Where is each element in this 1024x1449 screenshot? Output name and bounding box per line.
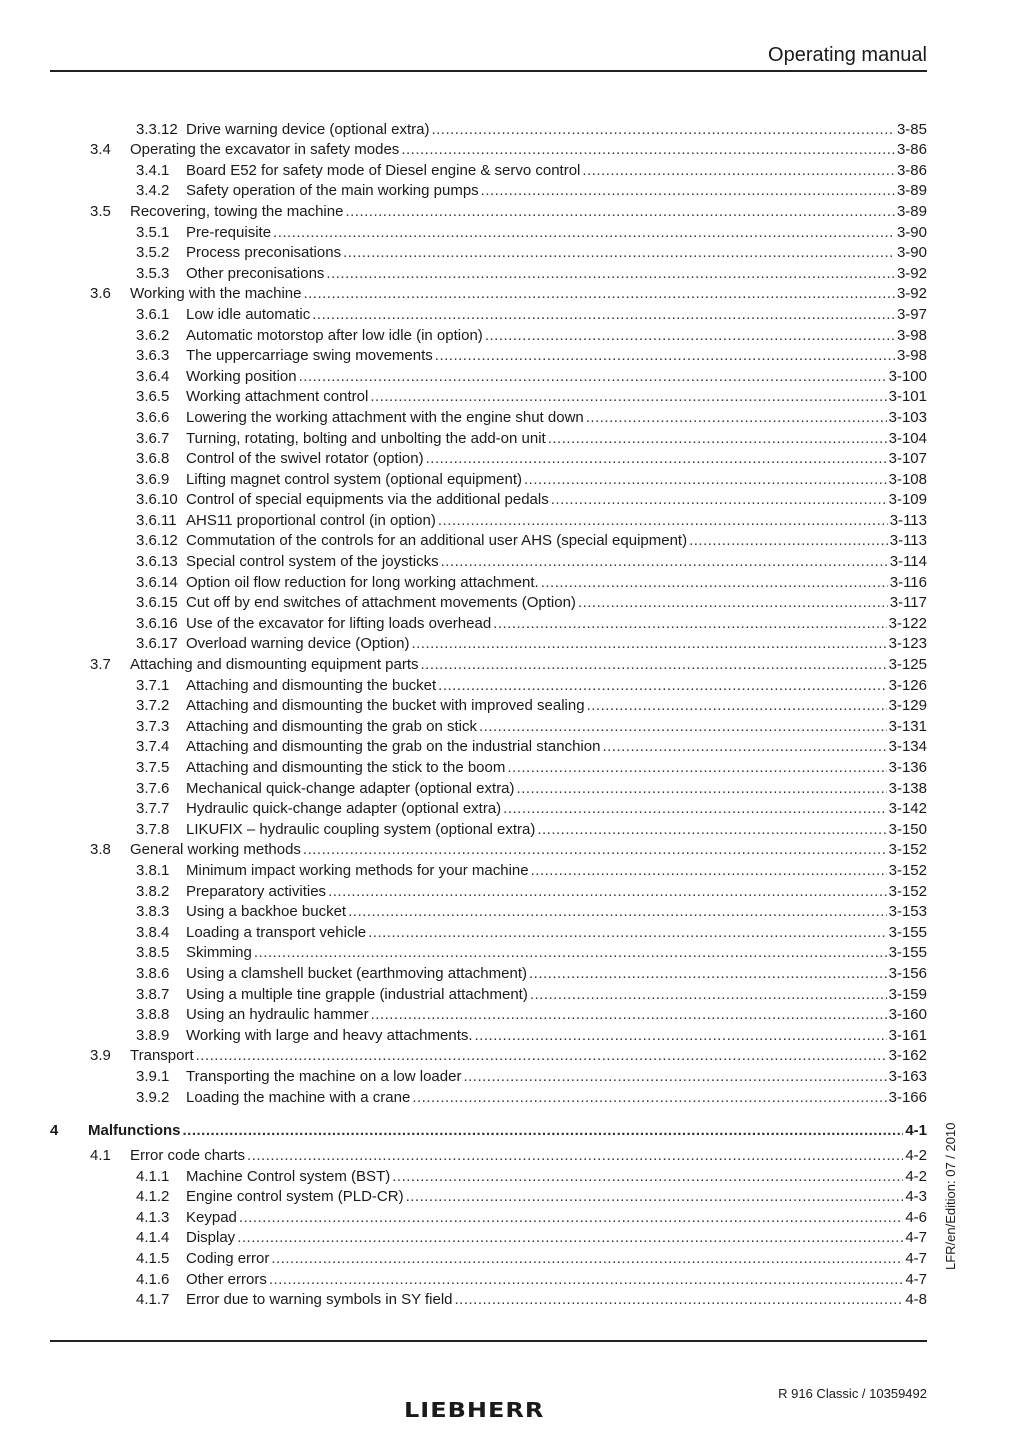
toc-title: Malfunctions — [88, 1121, 181, 1139]
toc-title: Operating the excavator in safety modes — [130, 141, 400, 159]
toc-page-number: 3-90 — [896, 244, 927, 262]
toc-leader-dots — [247, 1147, 903, 1165]
toc-row[interactable] — [50, 283, 927, 304]
toc-title: Control of special equipments via the additional pedals — [186, 491, 549, 509]
toc-leader-dots — [503, 800, 886, 818]
toc-title: Drive warning device (optional extra) — [186, 120, 430, 138]
toc-page-number: 3-89 — [896, 182, 927, 200]
toc-row[interactable] — [50, 1186, 927, 1207]
toc-number: 4.1.5 — [136, 1250, 170, 1268]
toc-page-number: 3-131 — [888, 717, 927, 735]
toc-number: 4.1.1 — [136, 1167, 170, 1185]
liebherr-logo: LIEBHERR — [404, 1398, 545, 1422]
toc-leader-dots — [343, 244, 895, 262]
toc-title: Special control system of the joysticks — [186, 553, 439, 571]
toc-number: 3.8.8 — [136, 1006, 170, 1024]
toc-page-number: 3-90 — [896, 223, 927, 241]
toc-title: Attaching and dismounting the bucket with improved sealing — [186, 697, 585, 715]
toc-page-number: 3-113 — [889, 511, 927, 529]
toc-row[interactable] — [50, 448, 927, 469]
toc-page-number: 3-161 — [888, 1026, 927, 1044]
toc-leader-dots — [239, 1209, 903, 1227]
toc-row[interactable] — [50, 1086, 927, 1107]
toc-title: Process preconisations — [186, 244, 342, 262]
toc-number: 3.6.10 — [136, 491, 178, 509]
toc-number: 3.5.3 — [136, 264, 170, 282]
toc-leader-dots — [578, 594, 888, 612]
toc-title: Attaching and dismounting the grab on the industrial stanchion — [186, 738, 601, 756]
toc-title: Using a multiple tine grapple (industrial attachment) — [186, 985, 528, 1003]
toc-number: 3.9.2 — [136, 1088, 170, 1106]
toc-page-number: 3-136 — [888, 759, 927, 776]
toc-row[interactable] — [50, 1165, 927, 1186]
toc-row[interactable] — [50, 592, 927, 613]
toc-title: Working position — [186, 367, 297, 385]
toc-number: 4.1.4 — [136, 1229, 170, 1247]
toc-page-number: 3-92 — [896, 264, 927, 282]
toc-row[interactable] — [50, 262, 927, 283]
toc-row[interactable] — [50, 1045, 927, 1066]
toc-leader-dots — [602, 738, 886, 756]
toc-title: Commutation of the controls for an additional user AHS (special equipment) — [186, 532, 688, 550]
toc-title: Working attachment control — [186, 388, 369, 406]
toc-page-number: 3-129 — [888, 697, 927, 715]
toc-row[interactable] — [50, 818, 927, 839]
toc-title: Machine Control system (BST) — [186, 1167, 391, 1185]
toc-row[interactable] — [50, 1004, 927, 1025]
toc-number: 3.6.4 — [136, 367, 170, 385]
toc-row[interactable] — [50, 1289, 927, 1310]
toc-leader-dots — [689, 532, 888, 550]
toc-page-number: 3-152 — [888, 882, 927, 900]
toc-number: 3.6.6 — [136, 408, 170, 426]
toc-number: 3.6.8 — [136, 450, 170, 468]
table-of-contents — [50, 118, 927, 1309]
toc-row[interactable] — [50, 406, 927, 427]
toc-row[interactable] — [50, 942, 927, 963]
toc-row[interactable] — [50, 612, 927, 633]
toc-leader-dots — [463, 1068, 886, 1086]
toc-page-number: 3-152 — [888, 841, 927, 859]
toc-title: Error code charts — [130, 1147, 246, 1165]
toc-leader-dots — [303, 285, 895, 303]
toc-page-number: 3-150 — [888, 820, 927, 838]
toc-number: 3.4.2 — [136, 182, 170, 200]
toc-title: Loading a transport vehicle — [186, 923, 367, 941]
toc-page-number: 3-89 — [896, 202, 927, 220]
toc-leader-dots — [524, 471, 887, 489]
toc-row[interactable] — [50, 324, 927, 345]
toc-title: Attaching and dismounting the grab on stick — [186, 717, 478, 735]
toc-leader-dots — [485, 327, 895, 345]
toc-row[interactable] — [50, 345, 927, 366]
toc-number: 3.9.1 — [136, 1067, 170, 1085]
toc-row[interactable] — [50, 695, 927, 716]
toc-number: 3.6 — [90, 285, 111, 303]
toc-page-number: 3-107 — [888, 450, 927, 468]
toc-page-number: 3-126 — [888, 676, 927, 694]
toc-row[interactable] — [50, 756, 927, 777]
toc-number: 3.7.2 — [136, 697, 170, 715]
toc-row[interactable] — [50, 839, 927, 860]
toc-leader-dots — [507, 759, 886, 777]
toc-row[interactable] — [50, 736, 927, 757]
toc-number: 3.6.12 — [136, 532, 178, 550]
toc-title: Engine control system (PLD-CR) — [186, 1188, 404, 1206]
toc-leader-dots — [517, 780, 887, 798]
page-header — [50, 40, 927, 72]
toc-row[interactable] — [50, 139, 927, 160]
toc-page-number: 3-86 — [896, 161, 927, 179]
toc-title: The uppercarriage swing movements — [186, 347, 433, 365]
toc-title: Transport — [130, 1047, 194, 1065]
toc-page-number: 3-117 — [889, 594, 927, 612]
toc-title: Working with the machine — [130, 285, 302, 303]
toc-leader-dots — [455, 1291, 904, 1309]
toc-leader-dots — [328, 883, 887, 901]
toc-leader-dots — [493, 615, 886, 633]
toc-leader-dots — [406, 1188, 904, 1206]
toc-number: 4.1.2 — [136, 1188, 170, 1206]
toc-page-number: 3-138 — [888, 779, 927, 797]
toc-row[interactable] — [50, 180, 927, 201]
toc-page-number: 3-162 — [888, 1047, 927, 1065]
toc-title: Attaching and dismounting equipment parts — [130, 656, 419, 674]
toc-number: 3.6.9 — [136, 470, 170, 488]
toc-leader-dots — [431, 121, 895, 139]
toc-page-number: 4-8 — [905, 1291, 927, 1309]
toc-leader-dots — [183, 1122, 904, 1140]
toc-number: 3.6.15 — [136, 594, 178, 612]
toc-page-number: 3-123 — [888, 635, 927, 653]
toc-page-number: 3-122 — [888, 614, 927, 632]
toc-page-number: 3-104 — [888, 429, 927, 447]
toc-leader-dots — [537, 821, 886, 839]
toc-row[interactable] — [50, 859, 927, 880]
toc-page-number: 3-114 — [889, 553, 927, 571]
toc-row[interactable] — [50, 715, 927, 736]
toc-page-number: 3-155 — [888, 944, 927, 962]
toc-title: General working methods — [130, 841, 301, 859]
toc-leader-dots — [586, 409, 887, 427]
toc-number: 3.8.4 — [136, 923, 170, 941]
toc-title: Control of the swivel rotator (option) — [186, 450, 424, 468]
toc-row[interactable] — [50, 880, 927, 901]
toc-row[interactable] — [50, 509, 927, 530]
toc-row[interactable] — [50, 468, 927, 489]
toc-row[interactable] — [50, 1268, 927, 1289]
toc-row[interactable] — [50, 921, 927, 942]
toc-title: Recovering, towing the machine — [130, 202, 344, 220]
toc-title: Attaching and dismounting the bucket — [186, 676, 437, 694]
toc-leader-dots — [196, 1047, 887, 1065]
toc-page-number: 3-109 — [888, 491, 927, 509]
toc-page-number: 3-159 — [888, 985, 927, 1003]
toc-number: 4.1.7 — [136, 1291, 170, 1309]
toc-row[interactable] — [50, 1227, 927, 1248]
toc-title: Cut off by end switches of attachment movements (Option) — [186, 594, 576, 612]
toc-title: Automatic motorstop after low idle (in option) — [186, 326, 483, 344]
footer-divider — [50, 1340, 927, 1342]
toc-row[interactable] — [50, 159, 927, 180]
toc-number: 3.8.6 — [136, 964, 170, 982]
toc-title: Minimum impact working methods for your machine — [186, 861, 529, 879]
toc-number: 3.3.12 — [136, 120, 178, 138]
toc-leader-dots — [392, 1168, 903, 1186]
toc-title: Preparatory activities — [186, 882, 327, 900]
toc-leader-dots — [479, 718, 887, 736]
toc-title: Other errors — [186, 1270, 267, 1288]
toc-leader-dots — [254, 944, 887, 962]
toc-page-number: 3-113 — [889, 532, 927, 550]
toc-number: 3.7.1 — [136, 676, 170, 694]
toc-title: Using a backhoe bucket — [186, 903, 347, 921]
toc-leader-dots — [421, 656, 887, 674]
toc-page-number: 3-101 — [888, 388, 927, 406]
toc-row[interactable] — [50, 489, 927, 510]
toc-number: 3.7.7 — [136, 800, 170, 818]
toc-row[interactable] — [50, 303, 927, 324]
toc-row[interactable] — [50, 242, 927, 263]
toc-title: Transporting the machine on a low loader — [186, 1067, 462, 1085]
toc-row[interactable] — [50, 674, 927, 695]
toc-page-number: 3-85 — [896, 120, 927, 138]
toc-number: 3.6.2 — [136, 326, 170, 344]
toc-row[interactable] — [50, 777, 927, 798]
toc-title: Using an hydraulic hammer — [186, 1006, 369, 1024]
toc-page-number: 3-103 — [888, 408, 927, 426]
toc-number: 3.8.3 — [136, 903, 170, 921]
toc-title: Skimming — [186, 944, 252, 962]
toc-page-number: 4-1 — [905, 1121, 927, 1139]
toc-number: 3.7 — [90, 656, 111, 674]
toc-row[interactable] — [50, 365, 927, 386]
toc-title: Hydraulic quick-change adapter (optional extra) — [186, 800, 502, 818]
toc-leader-dots — [371, 1006, 887, 1024]
toc-leader-dots — [370, 388, 886, 406]
toc-row[interactable] — [50, 571, 927, 592]
toc-page-number: 3-142 — [888, 800, 927, 818]
toc-row[interactable] — [50, 200, 927, 221]
toc-page-number: 3-163 — [888, 1067, 927, 1085]
toc-row[interactable] — [50, 550, 927, 571]
toc-title: Lowering the working attachment with the engine shut down — [186, 408, 584, 426]
toc-number: 3.9 — [90, 1047, 111, 1065]
toc-leader-dots — [438, 677, 886, 695]
toc-leader-dots — [551, 491, 887, 509]
toc-number: 3.4.1 — [136, 161, 170, 179]
toc-page-number: 4-2 — [905, 1167, 927, 1185]
toc-leader-dots — [481, 182, 895, 200]
toc-row[interactable] — [50, 983, 927, 1004]
toc-leader-dots — [582, 162, 895, 180]
toc-number: 3.7.6 — [136, 779, 170, 797]
toc-title: Loading the machine with a crane — [186, 1088, 411, 1106]
toc-number: 4.1 — [90, 1147, 111, 1165]
toc-number: 3.7.5 — [136, 759, 170, 776]
toc-leader-dots — [326, 265, 895, 283]
toc-number: 3.8.1 — [136, 861, 170, 879]
toc-number: 3.6.16 — [136, 614, 178, 632]
toc-leader-dots — [368, 924, 887, 942]
toc-page-number: 4-6 — [905, 1208, 927, 1226]
toc-leader-dots — [529, 965, 887, 983]
toc-page-number: 3-98 — [896, 326, 927, 344]
toc-number: 3.6.7 — [136, 429, 170, 447]
toc-leader-dots — [587, 697, 887, 715]
toc-page-number: 3-92 — [896, 285, 927, 303]
toc-title: Safety operation of the main working pumps — [186, 182, 479, 200]
toc-row[interactable] — [50, 1247, 927, 1268]
toc-page-number: 4-7 — [905, 1250, 927, 1268]
toc-title: Mechanical quick-change adapter (optional extra) — [186, 779, 515, 797]
toc-title: Turning, rotating, bolting and unbolting the add-on unit — [186, 429, 546, 447]
toc-leader-dots — [475, 1027, 887, 1045]
toc-row[interactable] — [50, 633, 927, 654]
toc-number: 3.6.3 — [136, 347, 170, 365]
toc-number: 4.1.6 — [136, 1270, 170, 1288]
toc-number: 3.6.14 — [136, 573, 178, 591]
toc-leader-dots — [303, 841, 887, 859]
toc-title: Option oil flow reduction for long working attachment. — [186, 573, 539, 591]
toc-title: Overload warning device (Option) — [186, 635, 410, 653]
toc-leader-dots — [401, 141, 895, 159]
toc-leader-dots — [541, 574, 888, 592]
toc-leader-dots — [237, 1229, 903, 1247]
toc-row[interactable] — [50, 1065, 927, 1086]
edition-label: LFR/en/Edition: 07 / 2010 — [943, 1122, 958, 1270]
toc-leader-dots — [299, 368, 887, 386]
toc-number: 4 — [50, 1121, 59, 1139]
toc-row[interactable] — [50, 962, 927, 983]
toc-leader-dots — [435, 347, 895, 365]
toc-number: 3.6.11 — [136, 511, 177, 529]
toc-leader-dots — [411, 635, 886, 653]
toc-title: Other preconisations — [186, 264, 325, 282]
toc-row[interactable] — [50, 1145, 927, 1166]
toc-page-number: 4-3 — [905, 1188, 927, 1206]
toc-number: 3.5.2 — [136, 244, 170, 262]
toc-leader-dots — [438, 512, 888, 530]
toc-title: AHS11 proportional control (in option) — [186, 511, 436, 529]
toc-title: Pre-requisite — [186, 223, 272, 241]
toc-leader-dots — [531, 862, 887, 880]
toc-leader-dots — [312, 306, 895, 324]
toc-row[interactable] — [50, 386, 927, 407]
toc-chapter-row[interactable] — [50, 1117, 927, 1145]
toc-number: 3.7.4 — [136, 738, 170, 756]
toc-number: 4.1.3 — [136, 1208, 170, 1226]
toc-number: 3.6.17 — [136, 635, 178, 653]
toc-row[interactable] — [50, 427, 927, 448]
toc-page-number: 3-125 — [888, 656, 927, 674]
toc-page-number: 4-7 — [905, 1270, 927, 1288]
toc-title: Lifting magnet control system (optional equipment) — [186, 470, 523, 488]
toc-page-number: 3-166 — [888, 1088, 927, 1106]
toc-number: 3.6.1 — [136, 305, 170, 323]
toc-title: Coding error — [186, 1250, 270, 1268]
toc-page-number: 3-155 — [888, 923, 927, 941]
toc-leader-dots — [441, 553, 888, 571]
toc-page-number: 3-86 — [896, 141, 927, 159]
toc-page-number: 3-153 — [888, 903, 927, 921]
toc-title: Display — [186, 1229, 236, 1247]
toc-number: 3.8.7 — [136, 985, 170, 1003]
toc-row[interactable] — [50, 1206, 927, 1227]
toc-page-number: 4-2 — [905, 1147, 927, 1165]
toc-title: Using a clamshell bucket (earthmoving attachment) — [186, 964, 527, 982]
toc-page-number: 3-98 — [896, 347, 927, 365]
toc-title: Use of the excavator for lifting loads overhead — [186, 614, 492, 632]
toc-leader-dots — [273, 224, 895, 242]
toc-page-number: 4-7 — [905, 1229, 927, 1247]
toc-leader-dots — [412, 1089, 886, 1107]
toc-leader-dots — [348, 903, 887, 921]
toc-leader-dots — [426, 450, 887, 468]
document-reference: R 916 Classic / 10359492 — [778, 1386, 927, 1401]
toc-row[interactable] — [50, 798, 927, 819]
toc-number: 3.6.5 — [136, 388, 170, 406]
toc-number: 3.4 — [90, 141, 111, 159]
toc-row[interactable] — [50, 530, 927, 551]
toc-number: 3.7.8 — [136, 820, 170, 838]
toc-page-number: 3-156 — [888, 964, 927, 982]
toc-page-number: 3-100 — [888, 367, 927, 385]
toc-title: Board E52 for safety mode of Diesel engine & servo control — [186, 161, 581, 179]
toc-title: Error due to warning symbols in SY field — [186, 1291, 453, 1309]
toc-page-number: 3-160 — [888, 1006, 927, 1024]
toc-number: 3.8.5 — [136, 944, 170, 962]
toc-leader-dots — [345, 203, 895, 221]
toc-number: 3.8.9 — [136, 1026, 170, 1044]
toc-row[interactable] — [50, 1024, 927, 1045]
toc-leader-dots — [271, 1250, 903, 1268]
toc-title: Keypad — [186, 1208, 237, 1226]
toc-title: Attaching and dismounting the stick to the boom — [186, 759, 506, 776]
toc-leader-dots — [269, 1271, 903, 1289]
toc-page-number: 3-108 — [888, 470, 927, 488]
toc-number: 3.8.2 — [136, 882, 170, 900]
toc-title: Working with large and heavy attachments. — [186, 1026, 473, 1044]
toc-number: 3.5 — [90, 202, 111, 220]
toc-leader-dots — [530, 986, 887, 1004]
toc-page-number: 3-97 — [896, 305, 927, 323]
toc-row[interactable] — [50, 901, 927, 922]
toc-leader-dots — [548, 430, 887, 448]
toc-row[interactable] — [50, 118, 927, 139]
toc-number: 3.6.13 — [136, 553, 178, 571]
toc-title: Low idle automatic — [186, 305, 311, 323]
toc-page-number: 3-134 — [888, 738, 927, 756]
toc-page-number: 3-116 — [889, 573, 927, 591]
toc-number: 3.8 — [90, 841, 111, 859]
toc-number: 3.5.1 — [136, 223, 170, 241]
toc-title: LIKUFIX – hydraulic coupling system (optional extra) — [186, 820, 536, 838]
toc-number: 3.7.3 — [136, 717, 170, 735]
toc-page-number: 3-152 — [888, 861, 927, 879]
toc-row[interactable] — [50, 221, 927, 242]
header-title: Operating manual — [768, 44, 927, 66]
toc-row[interactable] — [50, 653, 927, 674]
